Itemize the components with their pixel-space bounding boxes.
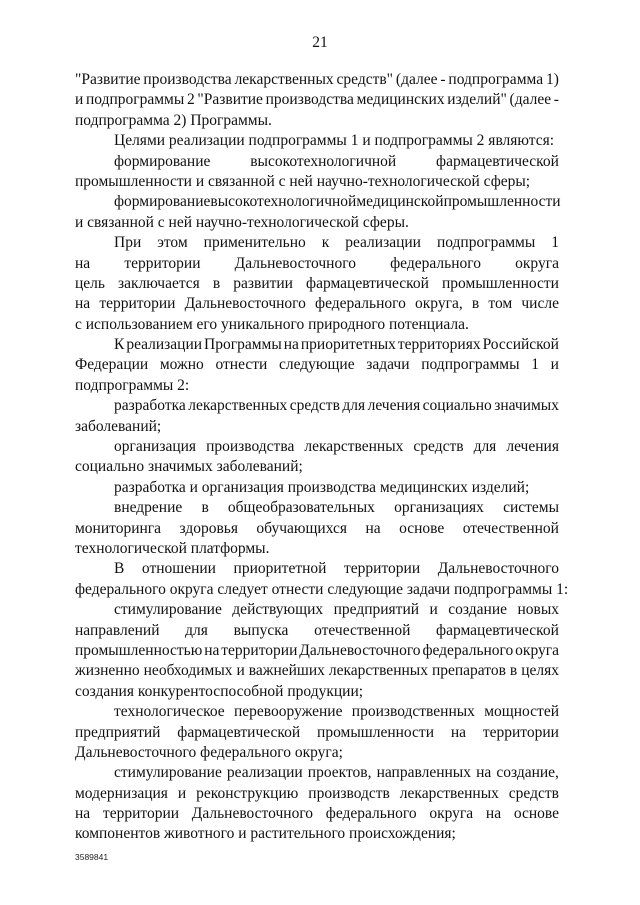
word: "Развитие <box>197 91 263 109</box>
word: федерального <box>422 641 514 659</box>
word: целях <box>521 662 559 680</box>
word: средств <box>508 784 559 802</box>
word: средств <box>413 438 464 456</box>
word: предприятий <box>75 723 161 741</box>
word: для <box>185 621 208 639</box>
word: на <box>485 805 502 823</box>
word: подпрограммы <box>421 356 520 374</box>
text-line: компонентов животного и растительного происхождения; <box>75 825 456 843</box>
text-line: с использованием его уникального природного потенциала. <box>75 315 469 333</box>
word: значимых <box>494 397 559 415</box>
text-line: Дальневосточного федерального округа; <box>75 743 343 761</box>
word: здоровья <box>179 519 238 537</box>
word: территории <box>221 641 298 659</box>
word: фармацевтической <box>436 621 559 639</box>
word: 1) <box>545 71 559 88</box>
word: В <box>114 560 125 578</box>
word: препаратов <box>431 662 506 680</box>
word: на <box>476 764 492 782</box>
text-line <box>75 702 559 722</box>
word: фармацевтической <box>436 152 559 170</box>
word: средств <box>289 397 340 415</box>
word: медицинских <box>356 91 445 109</box>
word: Программы <box>204 336 282 354</box>
text-line: подпрограммы 2: <box>75 376 190 394</box>
word: и <box>236 662 245 680</box>
word: производства <box>206 438 295 456</box>
word: приоритетных <box>300 336 396 354</box>
word: высокотехнологичной <box>250 152 397 170</box>
word: реализации <box>345 234 421 252</box>
word: на <box>75 254 91 272</box>
word: создание, <box>496 764 559 782</box>
word: в <box>201 499 209 517</box>
word: отечественной <box>314 621 411 639</box>
word: новых <box>517 601 559 619</box>
word: 1 <box>531 356 539 374</box>
document-code: 3589841 <box>75 852 109 862</box>
word: подпрограммы <box>85 91 185 109</box>
word: стимулирование <box>114 601 222 619</box>
word: высокотехнологичной <box>210 193 357 211</box>
text-line <box>75 559 559 579</box>
word: на <box>450 723 467 741</box>
word: и <box>177 784 187 802</box>
word: отечественной <box>462 519 559 537</box>
word: фармацевтической <box>177 723 301 741</box>
word: технологическое <box>114 703 225 721</box>
text-line <box>75 70 559 90</box>
word: изделий" <box>447 91 507 109</box>
word: лекарственных <box>399 784 499 802</box>
word: реконструкцию <box>196 784 299 802</box>
text-line <box>75 621 559 641</box>
word: При <box>114 234 142 252</box>
word: К <box>114 336 125 354</box>
text-line <box>75 355 559 375</box>
text-line <box>75 335 559 355</box>
word: промышленностью <box>75 641 203 659</box>
word: можно <box>159 356 204 374</box>
word: реализации <box>226 764 303 782</box>
word: федерального <box>315 295 406 313</box>
text-line <box>75 437 559 457</box>
word: проектов, <box>307 764 372 782</box>
word: в <box>212 274 221 292</box>
word: направлений <box>75 621 160 639</box>
word: (далее <box>509 91 552 109</box>
word: том <box>488 295 513 313</box>
text-line: подпрограмма 2) Программы. <box>75 111 272 129</box>
word: отнести <box>215 356 268 374</box>
word: социально <box>422 397 492 415</box>
word: производства <box>265 91 354 109</box>
word: мониторинга <box>75 519 162 537</box>
word: лекарственных <box>234 71 334 88</box>
word: следующие <box>278 356 355 374</box>
word: Дальневосточного <box>191 805 314 823</box>
word: производственных <box>351 703 475 721</box>
word: округа <box>429 805 474 823</box>
word: промышленности <box>317 723 434 741</box>
text-line <box>75 723 559 743</box>
word: лекарственных <box>188 397 288 415</box>
word: лекарственных <box>328 662 428 680</box>
word: жизненно <box>75 662 140 680</box>
text-line <box>75 152 559 172</box>
text-line: промышленности и связанной с ней научно-технологической сферы; <box>75 172 531 190</box>
word: Федерации <box>75 356 149 374</box>
text-line <box>75 294 559 314</box>
text-line <box>75 804 559 824</box>
word: 1 <box>551 234 559 252</box>
word: системы <box>503 499 559 517</box>
word: предприятий <box>333 601 420 619</box>
word: на <box>283 336 299 354</box>
word: организациях <box>394 499 484 517</box>
text-line <box>75 641 559 661</box>
word: федерального <box>390 254 481 272</box>
word: Дальневосточного <box>299 641 421 659</box>
text-line <box>75 661 559 681</box>
page-number: 21 <box>312 34 328 51</box>
word: важнейших <box>248 662 325 680</box>
text-line <box>75 233 559 253</box>
text-line <box>75 90 559 110</box>
text-line: разработка и организация производства медицинских изделий; <box>114 478 530 496</box>
word: отношении <box>141 560 216 578</box>
word: и <box>550 356 559 374</box>
word: разработка <box>114 397 186 415</box>
text-line <box>75 498 559 518</box>
word: фармацевтической <box>306 274 429 292</box>
word: производств <box>308 784 390 802</box>
word: производства <box>143 71 232 88</box>
word: лекарственных <box>304 438 404 456</box>
word: цель <box>75 274 105 292</box>
text-line <box>75 396 559 416</box>
word: организация <box>114 438 197 456</box>
word: приоритетной <box>233 560 327 578</box>
word: стимулирование <box>114 764 222 782</box>
word: территориях <box>397 336 481 354</box>
word: действующих <box>232 601 324 619</box>
word: обучающихся <box>256 519 348 537</box>
word: этом <box>157 234 188 252</box>
word: "Развитие <box>75 71 141 88</box>
word: территории <box>102 805 180 823</box>
word: на <box>75 295 91 313</box>
word: промышленности <box>443 193 561 211</box>
text-line <box>75 519 559 539</box>
text-line: создания конкурентоспособной продукции; <box>75 682 364 700</box>
word: - <box>440 71 446 88</box>
document-body <box>75 70 569 845</box>
word: и <box>75 91 84 109</box>
word: формирование <box>114 193 211 211</box>
text-line <box>75 763 559 783</box>
word: перевооружение <box>234 703 343 721</box>
word: округа <box>515 254 559 272</box>
word: территории <box>124 254 201 272</box>
word: на <box>75 805 91 823</box>
word: средств" <box>336 71 394 88</box>
word: федерального <box>325 805 417 823</box>
word: для <box>342 397 366 415</box>
word: территории <box>99 295 176 313</box>
word: лечения <box>367 397 421 415</box>
word: внедрение <box>114 499 183 517</box>
word: промышленности <box>442 274 559 292</box>
word: основе <box>399 519 445 537</box>
word: необходимых <box>143 662 233 680</box>
word: территории <box>482 723 559 741</box>
word: выпуска <box>233 621 289 639</box>
word: лечения <box>506 438 559 456</box>
text-line: Целями реализации подпрограммы 1 и подпрограммы 2 являются: <box>114 132 555 150</box>
text-line <box>75 192 559 212</box>
text-line <box>75 254 559 274</box>
word: (далее <box>395 71 438 88</box>
text-line <box>75 274 559 294</box>
text-line: технологической платформы. <box>75 539 270 557</box>
word: развитии <box>233 274 293 292</box>
word: основе <box>513 805 559 823</box>
word: реализации <box>126 336 203 354</box>
word: в <box>509 662 518 680</box>
text-line <box>75 600 559 620</box>
text-line: социально значимых заболеваний; <box>75 458 303 476</box>
word: заключается <box>118 274 200 292</box>
word: направленных <box>376 764 471 782</box>
text-line: и связанной с ней научно-технологической сферы. <box>75 213 409 231</box>
text-line: заболеваний; <box>75 417 162 435</box>
word: - <box>553 91 559 109</box>
word: подпрограмма <box>448 71 544 88</box>
word: территории <box>344 560 421 578</box>
word: медицинской <box>356 193 444 211</box>
word: округа, <box>415 295 463 313</box>
word: округа <box>515 641 559 659</box>
word: формирование <box>114 152 211 170</box>
word: в <box>471 295 480 313</box>
word: создание <box>448 601 507 619</box>
word: к <box>321 234 330 252</box>
word: модернизация <box>75 784 168 802</box>
word: Дальневосточного <box>234 254 356 272</box>
word: для <box>473 438 497 456</box>
word: Дальневосточного <box>184 295 306 313</box>
word: 2 <box>186 91 195 109</box>
word: и <box>429 601 438 619</box>
text-line <box>75 784 559 804</box>
text-line: федерального округа следует отнести следующие задачи подпрограммы 1: <box>75 580 569 598</box>
word: на <box>365 519 381 537</box>
word: числе <box>521 295 559 313</box>
word: Дальневосточного <box>437 560 559 578</box>
word: на <box>204 641 220 659</box>
word: подпрограммы <box>436 234 536 252</box>
word: применительно <box>203 234 306 252</box>
word: задачи <box>366 356 410 374</box>
word: мощностей <box>484 703 559 721</box>
word: Российской <box>482 336 559 354</box>
word: общеобразовательных <box>227 499 375 517</box>
